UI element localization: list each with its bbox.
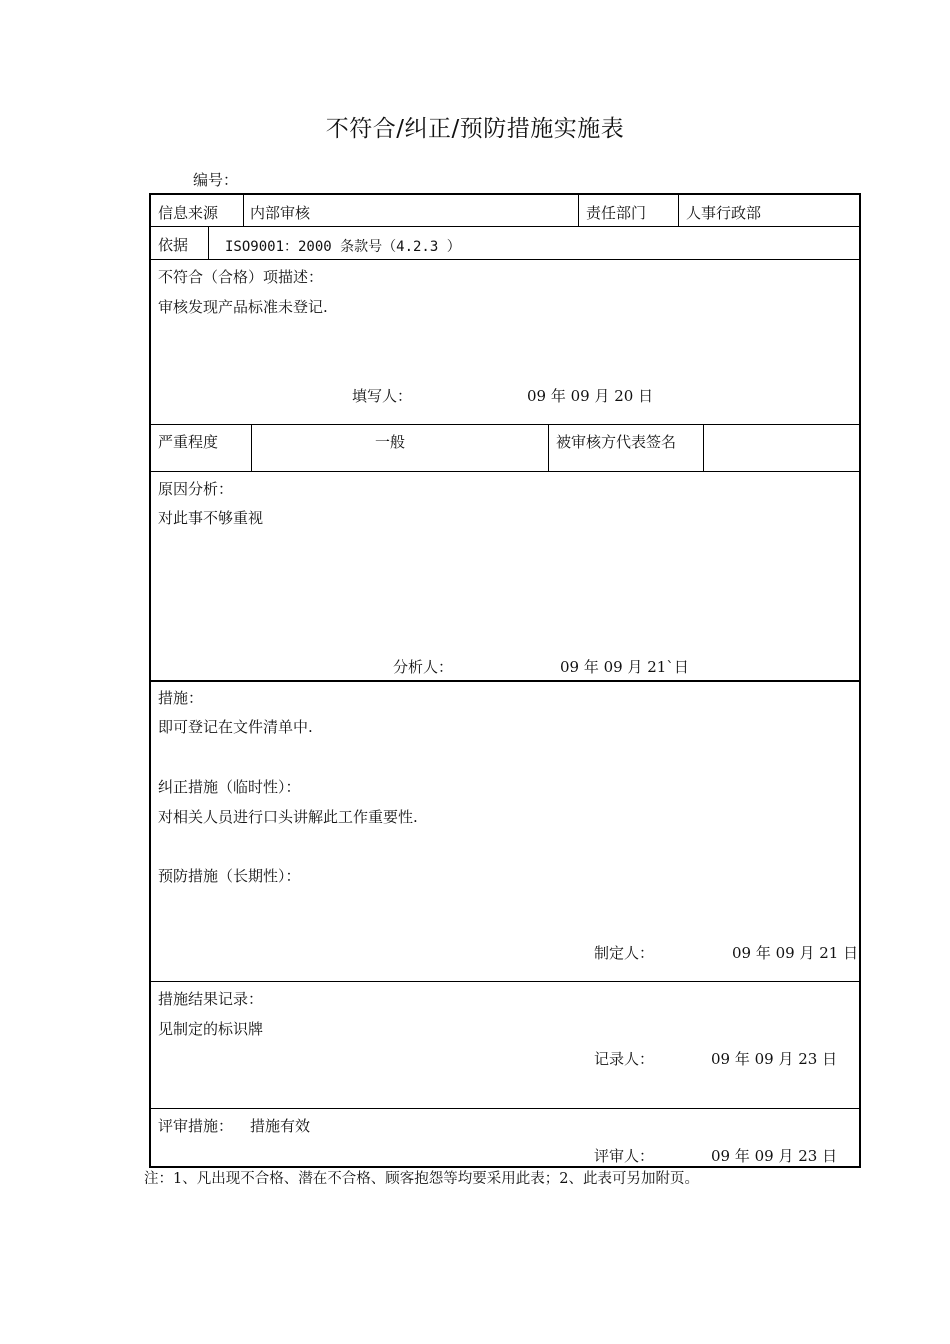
- divider: [151, 1108, 859, 1109]
- review-text: 措施有效: [250, 1117, 311, 1135]
- review-heading: 评审措施：: [158, 1117, 234, 1135]
- divider: [151, 259, 859, 260]
- form-number-label: 编号：: [193, 171, 239, 189]
- page-title: 不符合/纠正/预防措施实施表: [325, 116, 625, 142]
- severity-value: 一般: [375, 433, 406, 451]
- basis-label: 依据: [158, 236, 189, 254]
- result-heading: 措施结果记录：: [158, 990, 264, 1008]
- corrective-text: 对相关人员进行口头讲解此工作重要性.: [158, 808, 418, 826]
- divider: [703, 424, 704, 471]
- divider: [578, 195, 579, 226]
- analyst-label: 分析人：: [393, 658, 454, 676]
- measures-heading: 措施：: [158, 689, 204, 707]
- responsible-dept-value: 人事行政部: [686, 204, 762, 222]
- reviewer-label: 评审人：: [594, 1147, 655, 1165]
- measures-text: 即可登记在文件清单中.: [158, 718, 313, 736]
- severity-label: 严重程度: [158, 433, 219, 451]
- result-text: 见制定的标识牌: [158, 1020, 264, 1038]
- cause-date: 09 年 09 月 21`日: [560, 658, 689, 676]
- cause-heading: 原因分析：: [158, 480, 234, 498]
- corrective-heading: 纠正措施（临时性）：: [158, 778, 301, 796]
- basis-value: ISO9001：2000 条款号（4.2.3 ）: [225, 239, 461, 255]
- divider: [151, 680, 859, 682]
- author-label: 制定人：: [594, 944, 655, 962]
- divider: [151, 424, 859, 425]
- cause-text: 对此事不够重视: [158, 509, 264, 527]
- measures-date: 09 年 09 月 21 日: [732, 944, 859, 962]
- footnote: 注：1、凡出现不合格、潜在不合格、顾客抱怨等均要采用此表；2、此表可另加附页。: [144, 1171, 699, 1187]
- recorder-label: 记录人：: [594, 1050, 655, 1068]
- review-date: 09 年 09 月 23 日: [711, 1147, 838, 1165]
- nonconformity-text: 审核发现产品标准未登记.: [158, 298, 328, 316]
- filler-label: 填写人：: [352, 387, 413, 405]
- source-label: 信息来源: [158, 204, 219, 222]
- divider: [251, 424, 252, 471]
- divider: [678, 195, 679, 226]
- divider: [151, 226, 859, 227]
- divider: [208, 226, 209, 259]
- source-value: 内部审核: [250, 204, 311, 222]
- divider: [548, 424, 549, 471]
- preventive-heading: 预防措施（长期性）：: [158, 867, 301, 885]
- auditee-signature-label: 被审核方代表签名: [556, 433, 677, 451]
- nonconformity-heading: 不符合（合格）项描述：: [158, 268, 324, 286]
- responsible-dept-label: 责任部门: [586, 204, 647, 222]
- divider: [151, 981, 859, 982]
- result-date: 09 年 09 月 23 日: [711, 1050, 838, 1068]
- divider: [243, 195, 244, 226]
- divider: [151, 471, 859, 472]
- nonconformity-date: 09 年 09 月 20 日: [527, 387, 654, 405]
